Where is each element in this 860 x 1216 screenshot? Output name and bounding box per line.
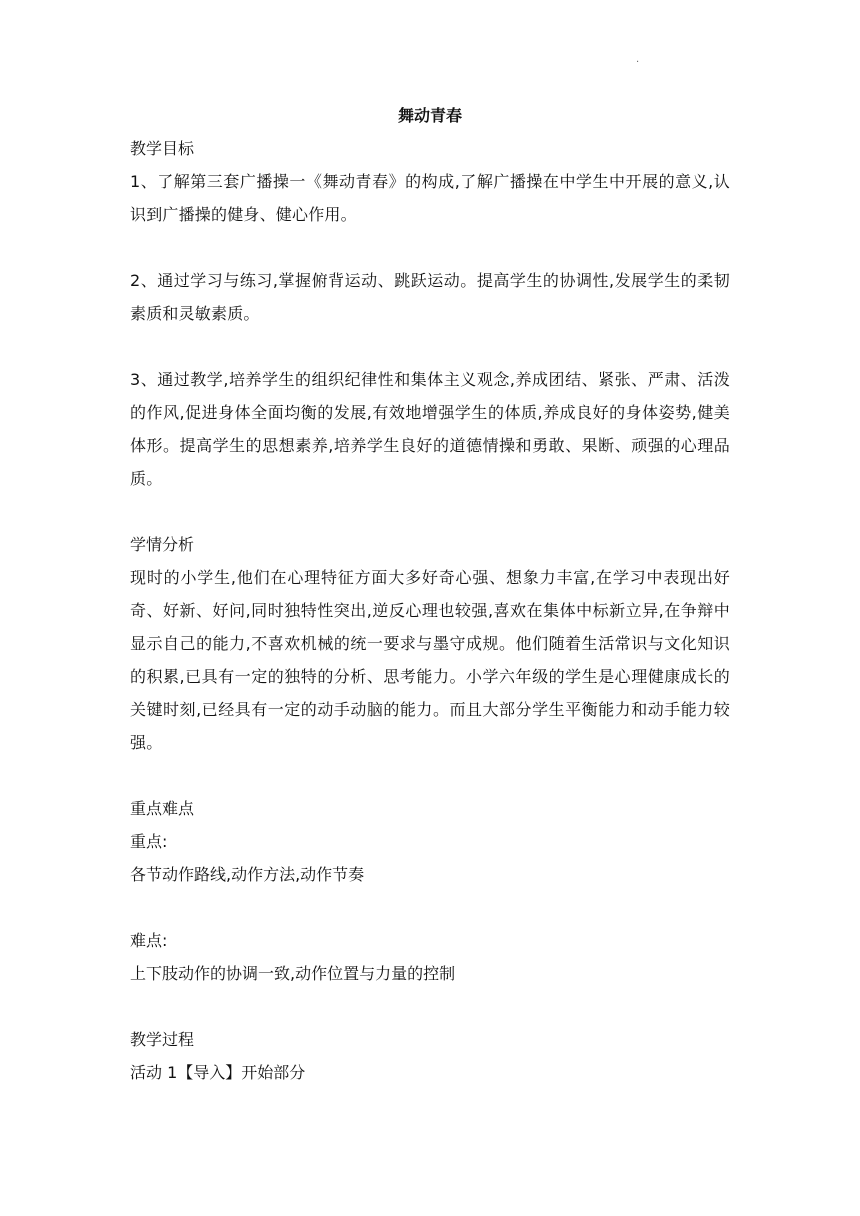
difficulty-label: 难点: [130, 931, 168, 950]
analysis-text: 现时的小学生,他们在心理特征方面大多好奇心强、想象力丰富,在学习中表现出好奇、好新、好问,同时独特性突出,逆反心理也较强,喜欢在集体中标新立异,在争辩中显示自己的能力,不喜欢机械的统一要求与墨守成规。他们随着生活常识与文化知识的积累,已具有一定的独特的分析、思考能力。小学六年级的学生是心理健康成长的关键时刻,已经具有一定的动手动脑的能力。而且大部分学生平衡能力和动手能力较强。 [130, 568, 730, 752]
process-heading: 教学过程 [130, 1030, 195, 1049]
paragraph-gap [130, 330, 730, 363]
page-mark: . [636, 54, 640, 65]
key-points-heading: 重点难点 [130, 799, 195, 818]
paragraph-gap [130, 231, 730, 264]
analysis-heading: 学情分析 [130, 535, 195, 554]
objective-item-1: 1、了解第三套广播操一《舞动青春》的构成,了解广播操在中学生中开展的意义,认识到广播操的健身、健心作用。 [130, 172, 730, 224]
objective-item-2: 2、通过学习与练习,掌握俯背运动、跳跃运动。提高学生的协调性,发展学生的柔韧素质和灵敏素质。 [130, 271, 730, 323]
document-body [130, 100, 730, 1089]
key-label: 重点: [130, 832, 168, 851]
paragraph-gap [130, 891, 730, 924]
paragraph-gap [130, 495, 730, 528]
process-activity: 活动 1【导入】开始部分 [130, 1063, 306, 1082]
difficulty-text: 上下肢动作的协调一致,动作位置与力量的控制 [130, 964, 456, 983]
key-text: 各节动作路线,动作方法,动作节奏 [130, 865, 365, 884]
document-title: 舞动青春 [397, 106, 462, 125]
objectives-heading: 教学目标 [130, 139, 195, 158]
objective-item-3: 3、通过教学,培养学生的组织纪律性和集体主义观念,养成团结、紧张、严肃、活泼的作风,促进身体全面均衡的发展,有效地增强学生的体质,养成良好的身体姿势,健美体形。提高学生的思想素养,培养学生良好的道德情操和勇敢、果断、顽强的心理品质。 [130, 370, 730, 488]
paragraph-gap [130, 990, 730, 1023]
paragraph-gap [130, 759, 730, 792]
